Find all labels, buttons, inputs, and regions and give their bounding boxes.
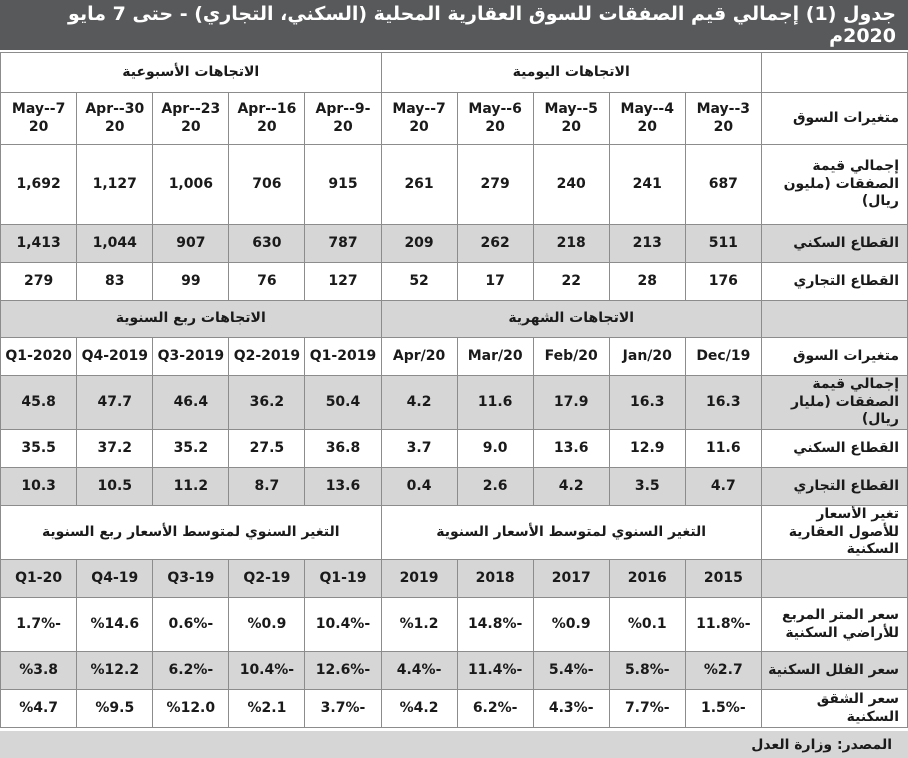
value-cell: -4.4%	[381, 652, 457, 690]
value-cell: 1,127	[77, 145, 153, 225]
value-cell: 279	[457, 145, 533, 225]
value-cell: -14.8%	[457, 598, 533, 652]
value-cell: 16.3	[685, 376, 761, 430]
value-cell: 630	[229, 225, 305, 263]
value-cell: 261	[381, 145, 457, 225]
column-header: 5-May-20	[533, 93, 609, 145]
value-cell: 35.5	[1, 430, 77, 468]
value-cell: -12.6%	[305, 652, 381, 690]
header-spacer	[761, 301, 907, 338]
column-header: 19-Q2	[229, 560, 305, 598]
value-cell: -7.7%	[609, 690, 685, 728]
value-cell: %0.1	[609, 598, 685, 652]
value-cell: -10.4%	[229, 652, 305, 690]
column-header: 2019-Q2	[229, 338, 305, 376]
value-cell: 13.6	[305, 468, 381, 506]
column-header: Jan/20	[609, 338, 685, 376]
value-cell: 76	[229, 263, 305, 301]
value-cell: 4.2	[381, 376, 457, 430]
value-cell: 1,692	[1, 145, 77, 225]
group-header: التغير السنوي لمتوسط الأسعار ربع السنوية	[1, 506, 382, 560]
value-cell: -1.5%	[685, 690, 761, 728]
table-row	[1, 376, 908, 430]
variables-header: تغير الأسعار للأصول العقارية السكنية	[761, 506, 907, 560]
value-cell: -5.4%	[533, 652, 609, 690]
column-header: 23-Apr-20	[153, 93, 229, 145]
value-cell: 218	[533, 225, 609, 263]
column-header: -9-Apr-20	[305, 93, 381, 145]
column-header: 19-Q3	[153, 560, 229, 598]
value-cell: 240	[533, 145, 609, 225]
column-header: 7-May-20	[1, 93, 77, 145]
value-cell: %3.8	[1, 652, 77, 690]
value-cell: 3.5	[609, 468, 685, 506]
value-cell: -0.6%	[153, 598, 229, 652]
value-cell: 176	[685, 263, 761, 301]
value-cell: -11.8%	[685, 598, 761, 652]
value-cell: -5.8%	[609, 652, 685, 690]
value-cell: 13.6	[533, 430, 609, 468]
value-cell: -10.4%	[305, 598, 381, 652]
header-spacer	[761, 53, 907, 93]
row-label: سعر الشقق السكنية	[761, 690, 907, 728]
value-cell: 16.3	[609, 376, 685, 430]
table-row	[1, 225, 908, 263]
column-header: 20-Q1	[1, 560, 77, 598]
value-cell: 279	[1, 263, 77, 301]
value-cell: 1,006	[153, 145, 229, 225]
value-cell: -6.2%	[153, 652, 229, 690]
row-label: القطاع السكني	[761, 225, 907, 263]
value-cell: 10.5	[77, 468, 153, 506]
row-label: القطاع التجاري	[761, 468, 907, 506]
value-cell: 22	[533, 263, 609, 301]
value-cell: %0.9	[229, 598, 305, 652]
value-cell: 35.2	[153, 430, 229, 468]
row-label: إجمالي قيمة الصفقات (مليار ريال)	[761, 376, 907, 430]
value-cell: 46.4	[153, 376, 229, 430]
value-cell: 511	[685, 225, 761, 263]
row-label: القطاع التجاري	[761, 263, 907, 301]
value-cell: %2.1	[229, 690, 305, 728]
column-header: 16-Apr-20	[229, 93, 305, 145]
table-row	[1, 652, 908, 690]
column-header: 2019-Q3	[153, 338, 229, 376]
column-header: 3-May-20	[685, 93, 761, 145]
value-cell: 45.8	[1, 376, 77, 430]
group-header: الاتجاهات اليومية	[381, 53, 761, 93]
column-header: 6-May-20	[457, 93, 533, 145]
column-header: 30-Apr-20	[77, 93, 153, 145]
value-cell: 17.9	[533, 376, 609, 430]
value-cell: 9.0	[457, 430, 533, 468]
value-cell: 787	[305, 225, 381, 263]
value-cell: 11.6	[457, 376, 533, 430]
group-header: الاتجاهات ربع السنوية	[1, 301, 382, 338]
column-header: 2020-Q1	[1, 338, 77, 376]
group-header: التغير السنوي لمتوسط الأسعار السنوية	[381, 506, 761, 560]
group-header: الاتجاهات الشهرية	[381, 301, 761, 338]
value-cell: %9.5	[77, 690, 153, 728]
value-cell: %12.2	[77, 652, 153, 690]
value-cell: 47.7	[77, 376, 153, 430]
value-cell: 28	[609, 263, 685, 301]
value-cell: 241	[609, 145, 685, 225]
table-row	[1, 598, 908, 652]
value-cell: %12.0	[153, 690, 229, 728]
row-label: سعر المتر المربع للأراضي السكنية	[761, 598, 907, 652]
column-header: 2019-Q4	[77, 338, 153, 376]
value-cell: 83	[77, 263, 153, 301]
value-cell: 8.7	[229, 468, 305, 506]
value-cell: -3.7%	[305, 690, 381, 728]
column-header: 2019-Q1	[305, 338, 381, 376]
value-cell: 907	[153, 225, 229, 263]
value-cell: 209	[381, 225, 457, 263]
column-header: Feb/20	[533, 338, 609, 376]
variables-header: متغيرات السوق	[761, 338, 907, 376]
column-header: Dec/19	[685, 338, 761, 376]
row-label: إجمالي قيمة الصفقات (مليون ريال)	[761, 145, 907, 225]
value-cell: 2.6	[457, 468, 533, 506]
value-cell: 4.7	[685, 468, 761, 506]
row-label: سعر الفلل السكنية	[761, 652, 907, 690]
value-cell: 1,413	[1, 225, 77, 263]
value-cell: %14.6	[77, 598, 153, 652]
table-row	[1, 690, 908, 728]
value-cell: -6.2%	[457, 690, 533, 728]
group-header: الاتجاهات الأسبوعية	[1, 53, 382, 93]
value-cell: 687	[685, 145, 761, 225]
value-cell: 11.6	[685, 430, 761, 468]
column-header: 4-May-20	[609, 93, 685, 145]
value-cell: 36.2	[229, 376, 305, 430]
value-cell: 27.5	[229, 430, 305, 468]
column-header: 2016	[609, 560, 685, 598]
value-cell: 50.4	[305, 376, 381, 430]
column-header: 2019	[381, 560, 457, 598]
value-cell: %4.7	[1, 690, 77, 728]
value-cell: -4.3%	[533, 690, 609, 728]
source-note: المصدر: وزارة العدل	[0, 731, 908, 758]
value-cell: 99	[153, 263, 229, 301]
table-title: جدول (1) إجمالي قيم الصفقات للسوق العقارية المحلية (السكني، التجاري) - حتى 7 مايو 2020م	[0, 0, 908, 50]
column-header: 2017	[533, 560, 609, 598]
column-header: 2015	[685, 560, 761, 598]
transactions-table	[0, 52, 908, 728]
value-cell: 213	[609, 225, 685, 263]
header-spacer	[761, 560, 907, 598]
table-row	[1, 263, 908, 301]
variables-header: متغيرات السوق	[761, 93, 907, 145]
value-cell: 17	[457, 263, 533, 301]
column-header: 19-Q4	[77, 560, 153, 598]
value-cell: 127	[305, 263, 381, 301]
value-cell: -11.4%	[457, 652, 533, 690]
column-header: Mar/20	[457, 338, 533, 376]
value-cell: 36.8	[305, 430, 381, 468]
value-cell: 915	[305, 145, 381, 225]
table-row	[1, 145, 908, 225]
value-cell: 3.7	[381, 430, 457, 468]
value-cell: %0.9	[533, 598, 609, 652]
value-cell: -1.7%	[1, 598, 77, 652]
column-header: 2018	[457, 560, 533, 598]
value-cell: %1.2	[381, 598, 457, 652]
column-header: Apr/20	[381, 338, 457, 376]
value-cell: %4.2	[381, 690, 457, 728]
value-cell: 11.2	[153, 468, 229, 506]
value-cell: 12.9	[609, 430, 685, 468]
table-row	[1, 430, 908, 468]
value-cell: 262	[457, 225, 533, 263]
value-cell: 10.3	[1, 468, 77, 506]
column-header: 19-Q1	[305, 560, 381, 598]
value-cell: 37.2	[77, 430, 153, 468]
value-cell: 4.2	[533, 468, 609, 506]
value-cell: 1,044	[77, 225, 153, 263]
value-cell: %2.7	[685, 652, 761, 690]
column-header: 7-May-20	[381, 93, 457, 145]
value-cell: 706	[229, 145, 305, 225]
value-cell: 0.4	[381, 468, 457, 506]
row-label: القطاع السكني	[761, 430, 907, 468]
value-cell: 52	[381, 263, 457, 301]
table-row	[1, 468, 908, 506]
